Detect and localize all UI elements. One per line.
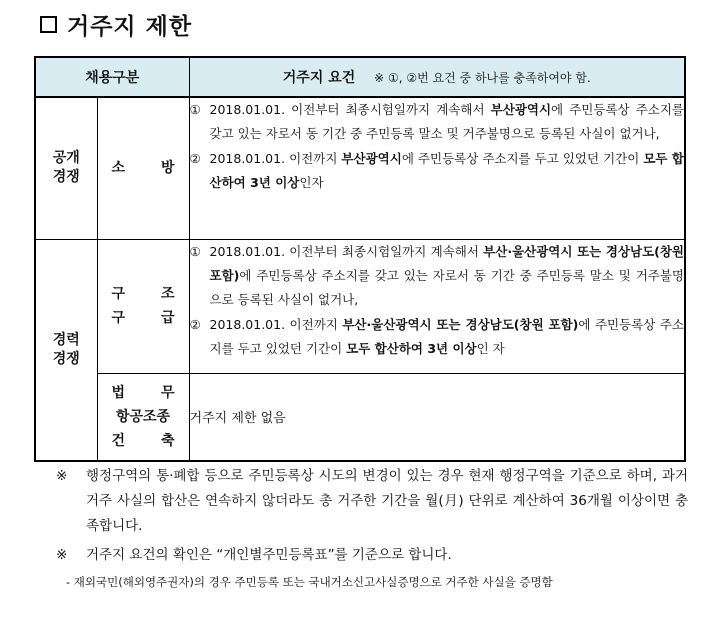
sub-other-l1b: 무 [160,384,175,401]
requirement-career [189,239,685,373]
group-career-line1: 경력 [52,331,80,348]
sub-rescue [97,239,189,373]
header-requirement-note: ※ ①, ②번 요건 중 하나를 충족하여야 함. [374,71,591,85]
requirement-item [190,147,684,195]
item-text: 2018.01.01. 이전부터 최종시험일까지 계속해서 부산·울산광역시 또는 경상남도(창원 포함)에 주민등록상 주소지를 갖고 있는 자로서 동 기간 중 주민등록 말소 및 거주불명으로 등록된 사실이 없거나, [209,243,685,307]
sub-rescue-l2b: 급 [160,310,175,326]
section-title [40,8,192,41]
sub-fire [97,97,189,239]
residence-requirement-table [34,56,686,462]
item-number: ① [189,102,201,117]
item-text: 2018.01.01. 이전까지 부산·울산광역시 또는 경상남도(창원 포함)에 주민등록상 주소지를 두고 있었던 기간이 모두 합산하여 3년 이상인 자 [209,316,684,356]
footnote-1 [56,464,688,539]
header-requirement [189,57,685,97]
group-career-line2: 경쟁 [52,350,80,367]
item-number: ① [189,243,201,259]
requirement-item [190,98,684,146]
sub-other-l3a: 건 [111,432,126,449]
sub-other-l1a: 법 [111,384,126,401]
group-public [35,97,97,239]
requirement-none: 거주지 제한 없음 [189,373,685,461]
footnotes [56,464,688,595]
group-public-line2: 경쟁 [52,169,80,186]
group-career [35,239,97,461]
checkbox-square-icon [40,16,57,33]
requirement-item [190,313,684,361]
sub-other-l2: 항공조종 [115,408,171,425]
item-number: ② [189,316,201,332]
sub-fire-right: 방 [160,160,175,177]
table-row-career-rescue [35,239,685,373]
note-text: 행정구역의 통·폐합 등으로 주민등록상 시도의 변경이 있는 경우 현재 행정구역을 기준으로 하며, 과거 거주 사실의 합산은 연속하지 않더라도 총 거주한 기간을 월(月) 단위로 계산하여 36개월 이상이면 충족합니다. [86,468,688,534]
item-text: 2018.01.01. 이전부터 최종시험일까지 계속해서 부산광역시에 주민등록상 주소지를 갖고 있는 자로서 동 기간 중 주민등록 말소 및 거주불명으로 등록된 사실이 없거나, [209,102,685,141]
note-text: 거주지 요건의 확인은 “개인별주민등록표”를 기준으로 합니다. [86,547,452,563]
table-row-career-other [35,373,685,461]
table-row-public-fire [35,97,685,239]
header-requirement-label: 거주지 요건 [282,70,356,86]
footnote-sub: - 재외국민(해외영주권자)의 경우 주민등록 또는 국내거소신고사실증명으로 거주한 사실을 증명함 [66,575,553,589]
note-mark: ※ [56,468,68,484]
sub-rescue-l1a: 구 [111,286,126,302]
header-recruit-type: 채용구분 [35,57,189,97]
sub-other [97,373,189,461]
sub-rescue-l1b: 조 [160,286,175,302]
sub-other-l3b: 축 [160,432,175,449]
sub-rescue-l2a: 구 [111,310,126,326]
group-public-line1: 공개 [52,150,80,167]
item-number: ② [189,151,201,166]
sub-fire-left: 소 [111,160,126,177]
section-title-text: 거주지 제한 [67,14,193,40]
requirement-item [190,240,684,312]
note-mark: ※ [56,547,68,563]
requirement-public [189,97,685,239]
item-text: 2018.01.01. 이전까지 부산광역시에 주민등록상 주소지를 두고 있었던 기간이 모두 합산하여 3년 이상인자 [209,151,684,190]
table-header-row [35,57,685,97]
footnote-2 [56,543,688,568]
